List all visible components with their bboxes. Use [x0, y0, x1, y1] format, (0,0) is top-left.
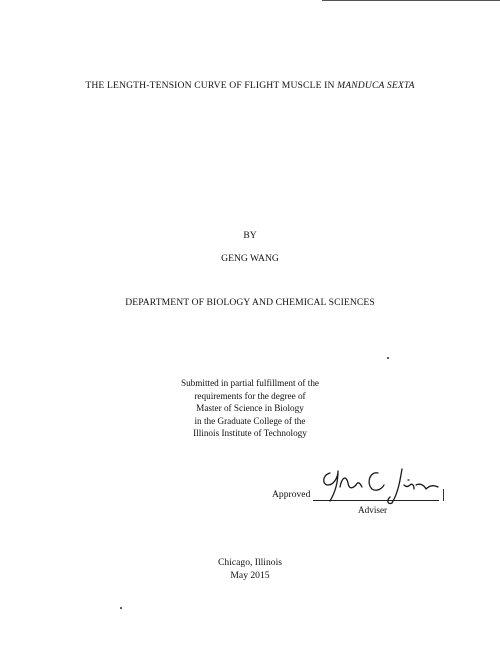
submission-line: Illinois Institute of Technology [193, 428, 307, 438]
submission-line: Submitted in partial fulfillment of the [180, 378, 320, 388]
adviser-label: Adviser [358, 505, 388, 515]
submission-line: Master of Science in Biology [196, 403, 304, 413]
date: May 2015 [230, 570, 270, 581]
adviser-signature [316, 463, 446, 505]
place: Chicago, Illinois [218, 557, 282, 568]
by-label: BY [243, 230, 257, 241]
department-name: DEPARTMENT OF BIOLOGY AND CHEMICAL SCIENCES [125, 297, 375, 308]
author-name: GENG WANG [221, 253, 279, 264]
thesis-title-species: MANDUCA SEXTA [337, 80, 415, 91]
submission-line: requirements for the degree of [194, 390, 306, 401]
top-edge-rule [322, 0, 500, 1]
thesis-title [0, 80, 500, 91]
scan-speck [120, 607, 122, 609]
submission-line: in the Graduate College of the [194, 415, 306, 426]
submission-statement [0, 377, 500, 440]
approved-label: Approved [272, 489, 311, 500]
scan-speck [387, 357, 389, 359]
thesis-title-text: THE LENGTH-TENSION CURVE OF FLIGHT MUSCLE IN [85, 80, 338, 91]
